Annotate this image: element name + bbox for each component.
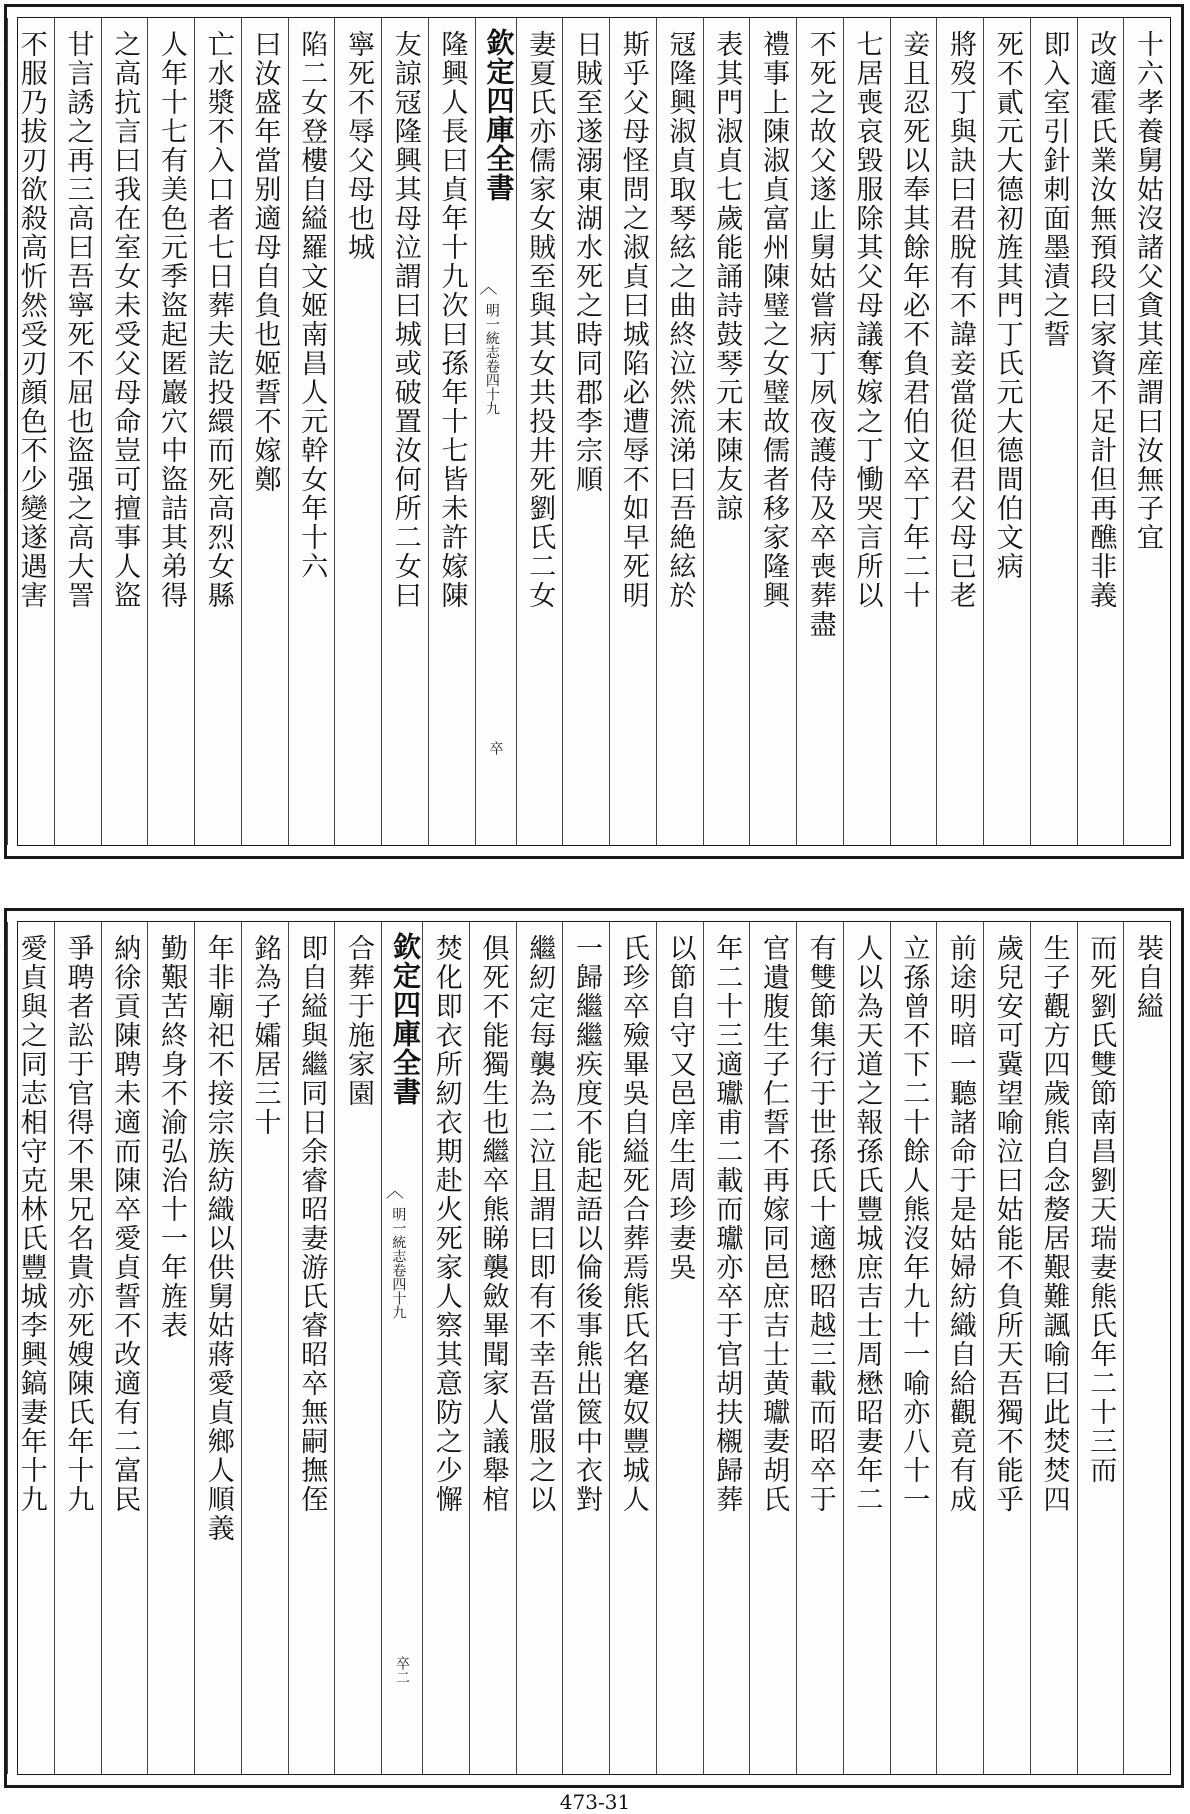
upper-page — [4, 4, 1184, 859]
lower-page-text-column — [609, 922, 656, 1774]
column-text: 歲兒安可冀望喻泣曰姑能不負所天吾獨不能乎 — [991, 934, 1023, 1514]
column-text: 人年十七有美色元季盜起匿巖穴中盜詰其弟得 — [156, 30, 187, 610]
lower-page-text-column — [147, 922, 194, 1774]
upper-page-frame — [17, 17, 1171, 846]
column-text: 納徐貢陳聘未適而陳卒愛貞誓不改適有二富民 — [109, 934, 141, 1514]
upper-page-text-column — [796, 18, 843, 845]
upper-page-text-column — [194, 18, 241, 845]
upper-page-text-column — [1123, 18, 1170, 845]
column-text: 一歸繼繼疾度不能起語以倫後事熊出篋中衣對 — [571, 934, 602, 1514]
lower-page-columns — [15, 922, 1170, 1774]
lower-page-text-column — [469, 922, 516, 1774]
column-text: 表其門淑貞七歲能誦詩鼓琴元末陳友諒 — [711, 30, 743, 523]
column-text: 寧死不辱父母也城 — [343, 30, 374, 262]
column-text: 死不貳元大德初旌其門丁氏元大德間伯文病 — [991, 30, 1023, 581]
lower-page-text-column — [936, 922, 983, 1774]
lower-page-text-column — [656, 922, 703, 1774]
lower-page-volume: 明一統志卷四十九 — [390, 1207, 407, 1319]
lower-page-text-column — [54, 922, 101, 1774]
lower-page-title: 欽定四庫全書 — [389, 932, 422, 1106]
column-text: 七居喪哀毀服除其父母議奪嫁之丁慟哭言所以 — [851, 30, 883, 610]
column-text: 甘言誘之再三高曰吾寧死不屈也盜强之高大詈 — [62, 30, 94, 610]
upper-page-text-column — [7, 18, 54, 845]
column-text: 禮事上陳淑貞富州陳璧之女璧故儒者移家隆興 — [758, 30, 789, 610]
column-text: 裝自縊 — [1132, 934, 1163, 1021]
column-text: 陷二女登樓自縊羅文姬南昌人元幹女年十六 — [296, 30, 328, 581]
column-text: 生子觀方四歲熊自念嫠居艱難諷喻曰此焚焚四 — [1038, 934, 1070, 1514]
upper-page-text-column — [516, 18, 563, 845]
upper-page-text-column — [101, 18, 148, 845]
column-text: 而死劉氏雙節南昌劉天瑞妻熊氏年二十三而 — [1085, 934, 1117, 1485]
column-text: 繼紉定每襲為二泣且謂曰即有不幸吾當服之以 — [524, 934, 556, 1514]
column-text: 日賊至遂溺東湖水死之時同郡李宗順 — [571, 30, 602, 494]
lower-page-centre-strip — [381, 922, 422, 1774]
upper-page-title: 欽定四庫全書 — [482, 28, 516, 202]
upper-page-text-column — [749, 18, 796, 845]
column-text: 冦隆興淑貞取琴絃之曲終泣然流涕曰吾絶絃於 — [664, 30, 696, 610]
column-text: 斯乎父母怪問之淑貞曰城陷必遭辱不如早死明 — [617, 30, 649, 610]
upper-page-text-column — [656, 18, 703, 845]
upper-page-text-column — [609, 18, 656, 845]
column-text: 以節自守又邑庠生周珍妻吳 — [664, 934, 696, 1282]
column-text: 焚化即衣所紉衣期赴火死家人察其意防之少懈 — [430, 934, 462, 1514]
lower-page-text-column — [890, 922, 937, 1774]
column-text: 有雙節集行于世孫氏十適懋昭越三載而昭卒于 — [804, 934, 836, 1514]
column-text: 將歿丁與訣曰君脫有不諱妾當從但君父母已老 — [945, 30, 976, 610]
column-text: 改適霍氏業汝無預段曰家資不足計但再醮非義 — [1085, 30, 1117, 610]
upper-page-text-column — [936, 18, 983, 845]
lower-page-text-column — [194, 922, 241, 1774]
upper-page-text-column — [241, 18, 288, 845]
column-text: 隆興人長曰貞年十九次曰孫年十七皆未許嫁陳 — [436, 30, 468, 610]
column-text: 十六孝養舅姑沒諸父貪其産謂曰汝無子宜 — [1132, 30, 1163, 552]
column-text: 之高抗言曰我在室女未受父母命豈可擅事人盜 — [109, 30, 141, 610]
lower-page-number: 卒二 — [394, 1656, 410, 1684]
column-text: 妾且忍死以奉其餘年必不負君伯文卒丁年二十 — [898, 30, 930, 610]
lower-page-text-column — [703, 922, 750, 1774]
column-text: 銘為子孀居三十 — [249, 934, 281, 1137]
lower-page-text-column — [983, 922, 1030, 1774]
column-text: 不服乃拔刃欲殺高忻然受刃顔色不少變遂遇害 — [15, 30, 47, 610]
upper-page-text-column — [428, 18, 475, 845]
column-text: 爭聘者訟于官得不果兄名貴亦死嫂陳氏年十九 — [62, 934, 94, 1514]
upper-page-text-column — [147, 18, 194, 845]
lower-page-text-column — [1030, 922, 1077, 1774]
column-text: 亡水漿不入口者七日葬夫訖投繯而死高烈女縣 — [202, 30, 234, 610]
column-text: 合葬于施家園 — [343, 934, 374, 1108]
column-text: 年非廟祀不接宗族紡織以供舅姑蔣愛貞鄉人順義 — [202, 934, 234, 1543]
upper-page-text-column — [703, 18, 750, 845]
column-text — [0, 922, 7, 1774]
column-text: 曰汝盛年當别適母自負也姬誓不嫁鄭 — [249, 30, 281, 494]
lower-page — [4, 908, 1184, 1788]
lower-page-text-column — [749, 922, 796, 1774]
column-text: 人以為天道之報孫氏豐城庶吉士周懋昭妻年二 — [851, 934, 883, 1514]
fish-tail-mark-icon: ︿ — [479, 277, 498, 298]
column-text: 即入室引針刺面墨漬之誓 — [1038, 30, 1070, 349]
lower-page-text-column — [516, 922, 563, 1774]
column-text: 友諒冦隆興其母泣謂曰城或破置汝何所二女曰 — [389, 30, 421, 610]
column-text: 妻夏氏亦儒家女賊至與其女共投井死劉氏二女 — [524, 30, 556, 610]
lower-page-text-column — [562, 922, 609, 1774]
upper-page-volume: 明一統志卷四十九 — [483, 303, 500, 415]
upper-page-text-column — [54, 18, 101, 845]
upper-page-number: 卒 — [487, 741, 504, 755]
column-text: 年二十三適瓛甫二載而瓛亦卒于官胡扶櫬歸葬 — [711, 934, 743, 1514]
upper-page-text-column — [288, 18, 335, 845]
upper-page-text-column — [983, 18, 1030, 845]
upper-page-text-column — [890, 18, 937, 845]
upper-page-columns — [15, 18, 1170, 845]
lower-page-text-column — [241, 922, 288, 1774]
lower-page-text-column — [422, 922, 469, 1774]
lower-page-text-column — [796, 922, 843, 1774]
lower-page-text-column — [334, 922, 381, 1774]
lower-page-text-column — [0, 922, 7, 1774]
folio-number: 473-31 — [559, 1790, 631, 1814]
column-text: 勤艱苦終身不渝弘治十一年旌表 — [156, 934, 187, 1340]
upper-page-text-column — [334, 18, 381, 845]
column-text: 前途明暗一聽諸命于是姑婦紡織自給觀竟有成 — [945, 934, 976, 1514]
column-text: 立孫曾不下二十餘人熊沒年九十一喻亦八十一 — [898, 934, 930, 1514]
upper-page-text-column — [381, 18, 428, 845]
upper-page-centre-strip — [475, 18, 516, 845]
fish-tail-mark-icon: ︿ — [386, 1181, 404, 1202]
column-text: 氏珍卒殮畢吳自縊死合葬焉熊氏名蹇奴豐城人 — [617, 934, 649, 1514]
lower-page-frame — [17, 921, 1171, 1775]
lower-page-text-column — [288, 922, 335, 1774]
lower-page-text-column — [1123, 922, 1170, 1774]
lower-page-text-column — [101, 922, 148, 1774]
lower-page-text-column — [1077, 922, 1124, 1774]
upper-page-text-column — [1077, 18, 1124, 845]
upper-page-text-column — [1030, 18, 1077, 845]
upper-page-text-column — [0, 18, 7, 845]
column-text: 即自縊與繼同日余睿昭妻游氏睿昭卒無嗣撫侄 — [296, 934, 328, 1514]
column-text: 俱死不能獨生也繼卒熊睇襲斂畢聞家人議舉棺 — [477, 934, 509, 1514]
upper-page-text-column — [843, 18, 890, 845]
column-text: 愛貞與之同志相守克林氏豐城李興鎬妻年十九 — [15, 934, 47, 1514]
column-text: 不死之故父遂止舅姑嘗病丁夙夜護侍及卒喪葬盡 — [804, 30, 836, 639]
column-text — [0, 18, 7, 845]
lower-page-text-column — [843, 922, 890, 1774]
column-text: 官遺腹生子仁誓不再嫁同邑庶吉士黄瓛妻胡氏 — [758, 934, 789, 1514]
upper-page-text-column — [562, 18, 609, 845]
lower-page-text-column — [7, 922, 54, 1774]
